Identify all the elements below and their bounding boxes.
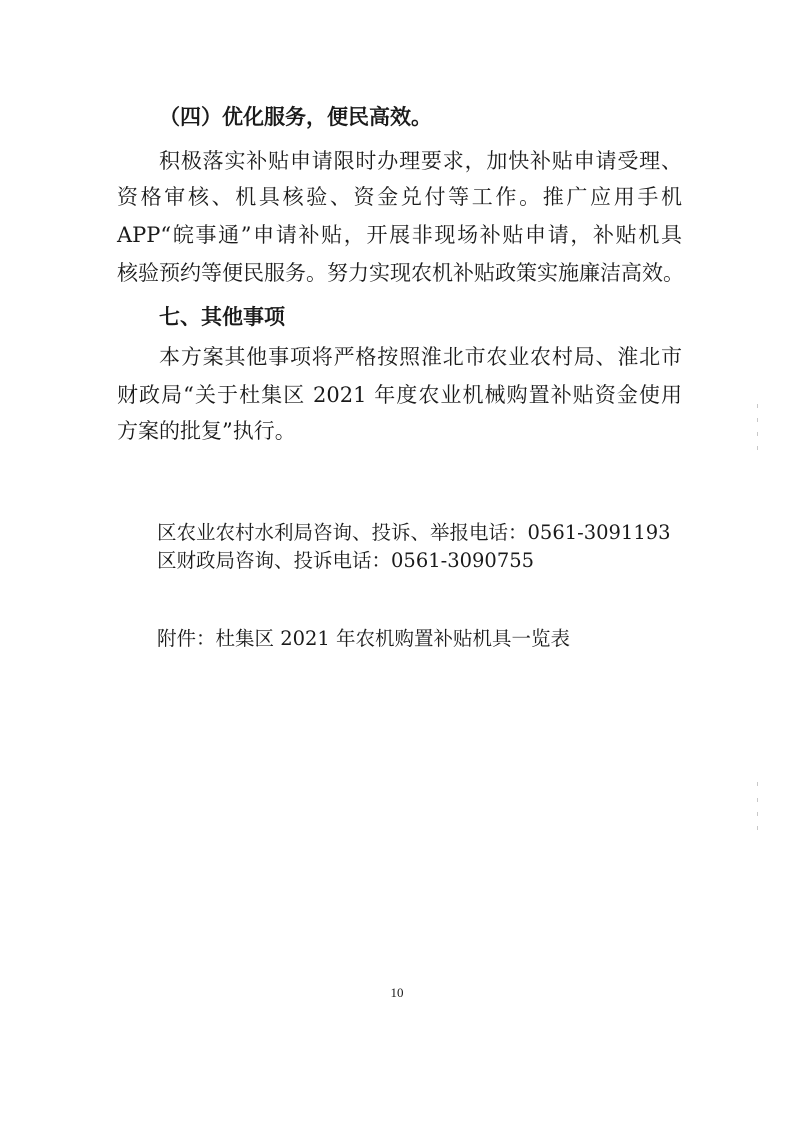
section-7-heading: 七、其他事项 (159, 305, 285, 329)
attachment-note: 附件：杜集区 2021 年农机购置补贴机具一览表 (157, 627, 571, 650)
agri-contact-phone: 区农业农村水利局咨询、投诉、举报电话：0561-3091193 (157, 521, 671, 544)
section-7-line-2: 财政局“关于杜集区 2021 年度农业机械购置补贴资金使用 (117, 383, 682, 407)
scan-artifact (757, 826, 758, 830)
scan-artifact (757, 432, 758, 436)
scan-artifact (757, 446, 758, 450)
section-4-line-2: 资格审核、机具核验、资金兑付等工作。推广应用手机 (117, 185, 682, 209)
scan-artifact (757, 404, 758, 408)
section-4-line-3: APP“皖事通”申请补贴，开展非现场补贴申请，补贴机具 (117, 223, 682, 247)
section-4-heading: （四）优化服务，便民高效。 (159, 105, 432, 129)
scan-artifact (757, 812, 758, 816)
section-7-line-3: 方案的批复”执行。 (117, 419, 296, 443)
scan-artifact (757, 418, 758, 422)
finance-contact-phone: 区财政局咨询、投诉电话：0561-3090755 (157, 549, 535, 572)
section-4-line-4: 核验预约等便民服务。努力实现农机补贴政策实施廉洁高效。 (117, 261, 684, 285)
page-number: 10 (390, 985, 404, 1000)
section-7-line-1: 本方案其他事项将严格按照淮北市农业农村局、淮北市 (159, 345, 682, 369)
scan-artifact (757, 798, 758, 802)
scan-artifact (757, 782, 758, 786)
section-4-line-1: 积极落实补贴申请限时办理要求，加快补贴申请受理、 (159, 149, 682, 173)
